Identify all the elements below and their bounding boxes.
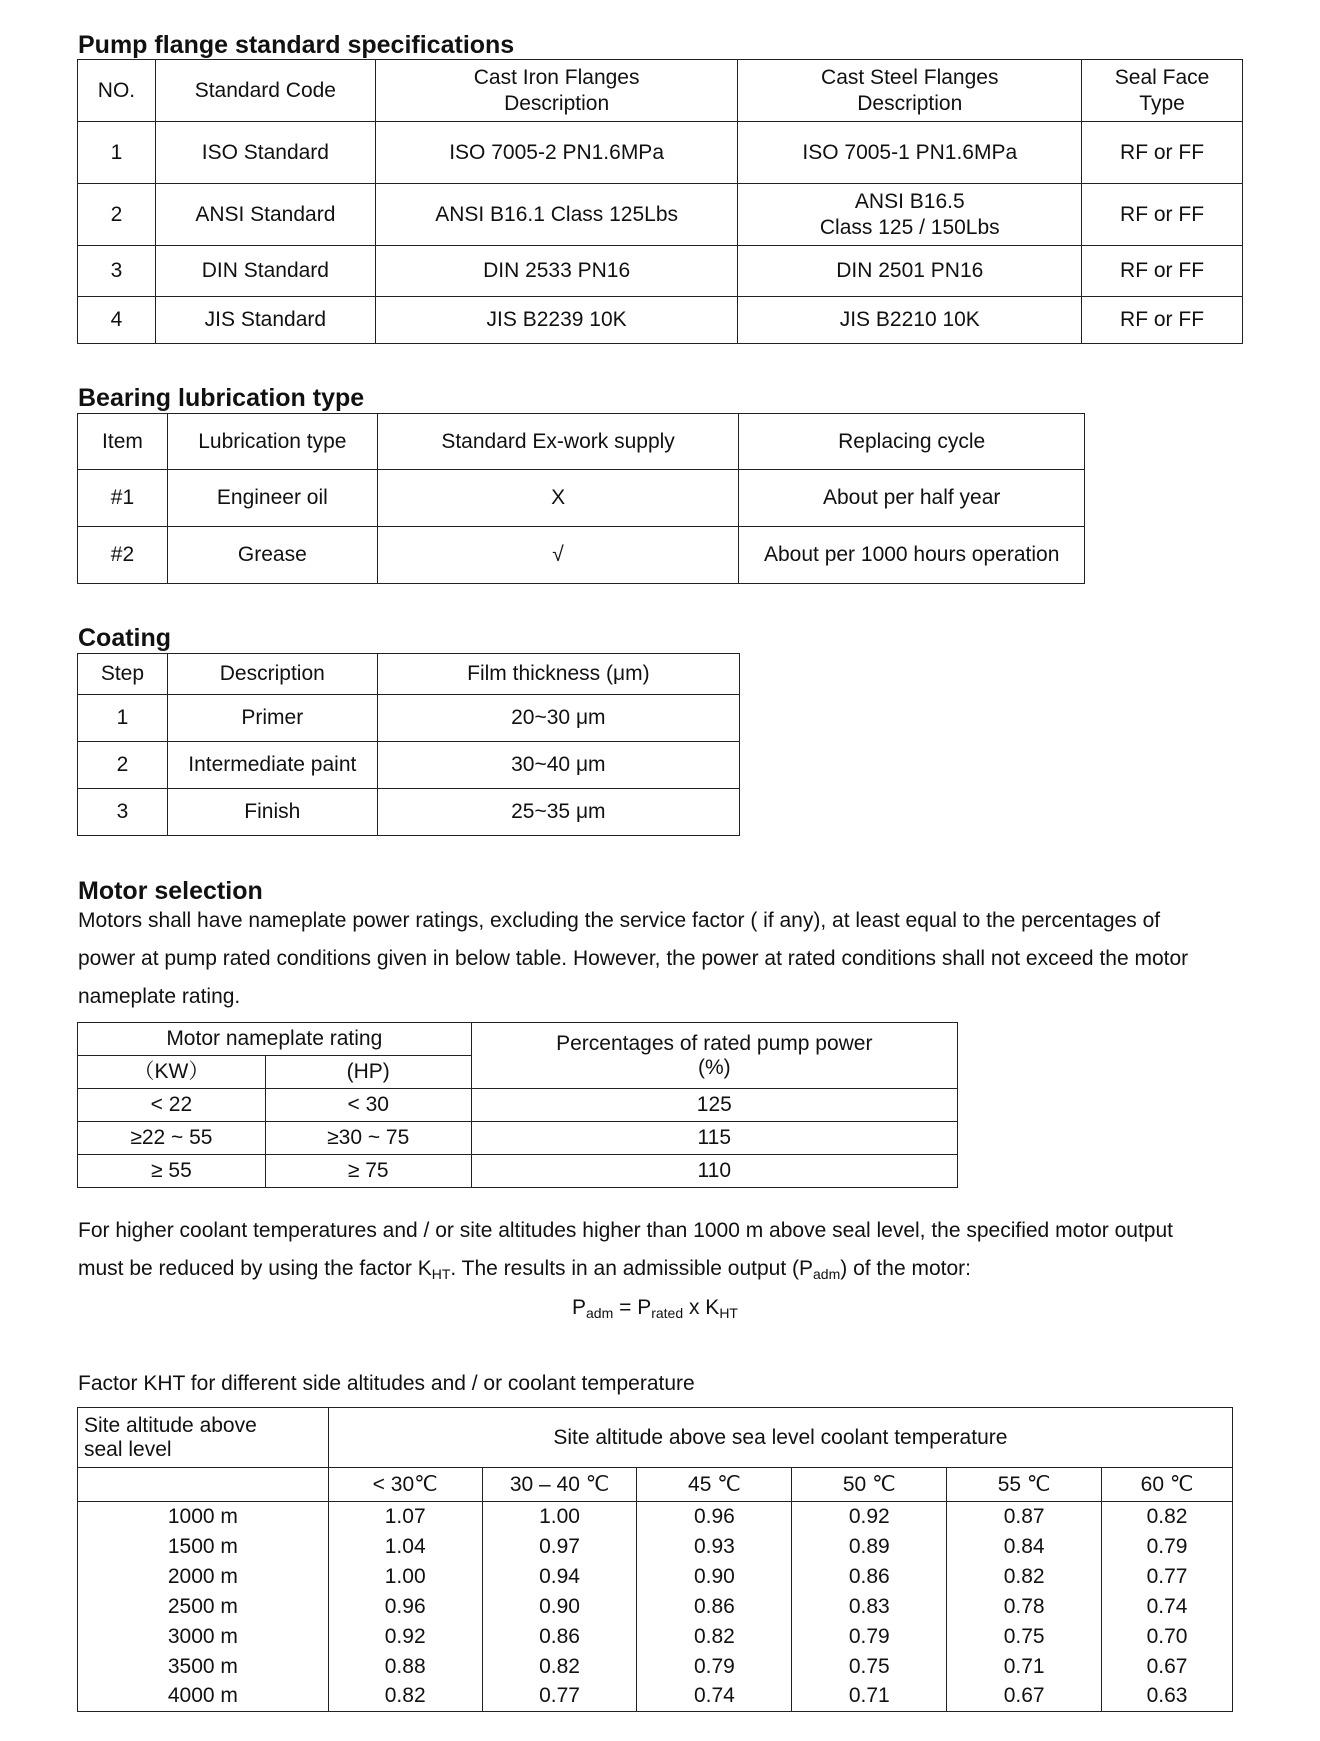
header-supply: Standard Ex-work supply bbox=[377, 414, 739, 470]
cell-factor: 0.83 bbox=[792, 1592, 947, 1622]
cell-factor: 1.07 bbox=[328, 1502, 482, 1532]
header-site-altitude: Site altitude above seal level bbox=[78, 1408, 329, 1468]
cell-factor: 0.78 bbox=[947, 1592, 1102, 1622]
table-row bbox=[78, 527, 1085, 584]
cell-film: 25~35 μm bbox=[377, 789, 739, 836]
header-cycle: Replacing cycle bbox=[739, 414, 1085, 470]
header-temp: 45 ℃ bbox=[637, 1468, 792, 1502]
cell-factor: 0.82 bbox=[947, 1562, 1102, 1592]
header-hp: (HP) bbox=[265, 1056, 471, 1089]
coating-title: Coating bbox=[78, 624, 172, 652]
cell-factor: 1.00 bbox=[482, 1502, 637, 1532]
header-temp: 55 ℃ bbox=[947, 1468, 1102, 1502]
cell-steel: DIN 2501 PN16 bbox=[738, 246, 1082, 297]
header-no: NO. bbox=[78, 60, 156, 122]
table-row bbox=[78, 470, 1085, 527]
table-row bbox=[78, 1155, 958, 1188]
cell-iron: DIN 2533 PN16 bbox=[375, 246, 738, 297]
cell-factor: 0.82 bbox=[637, 1622, 792, 1652]
cell-type: Engineer oil bbox=[167, 470, 377, 527]
header-cast-iron: Cast Iron Flanges Description bbox=[375, 60, 738, 122]
cell-factor: 0.82 bbox=[482, 1652, 637, 1682]
header-temp: 30 – 40 ℃ bbox=[482, 1468, 637, 1502]
cell-item: #2 bbox=[78, 527, 168, 584]
table-row bbox=[78, 1622, 1233, 1652]
cell-step: 1 bbox=[78, 695, 168, 742]
table-row bbox=[78, 789, 740, 836]
cell-factor: 0.87 bbox=[947, 1502, 1102, 1532]
header-seal-face: Seal Face Type bbox=[1082, 60, 1243, 122]
table-row bbox=[78, 1122, 958, 1155]
cell-code: ISO Standard bbox=[155, 122, 375, 184]
table-row bbox=[78, 122, 1243, 184]
cell-film: 20~30 μm bbox=[377, 695, 739, 742]
table-row bbox=[78, 1652, 1233, 1682]
cell-factor: 0.71 bbox=[947, 1652, 1102, 1682]
header-temp: 60 ℃ bbox=[1102, 1468, 1233, 1502]
table-row bbox=[78, 1562, 1233, 1592]
cell-factor: 0.88 bbox=[328, 1652, 482, 1682]
cell-factor: 0.86 bbox=[792, 1562, 947, 1592]
header-percentages: Percentages of rated pump power (%) bbox=[471, 1023, 957, 1089]
header-item: Item bbox=[78, 414, 168, 470]
bearing-table bbox=[77, 413, 1085, 584]
cell-factor: 0.79 bbox=[1102, 1532, 1233, 1562]
cell-factor: 0.67 bbox=[947, 1682, 1102, 1712]
cell-code: ANSI Standard bbox=[155, 184, 375, 246]
cell-code: DIN Standard bbox=[155, 246, 375, 297]
cell-description: Primer bbox=[167, 695, 377, 742]
cell-iron: ISO 7005-2 PN1.6MPa bbox=[375, 122, 738, 184]
cell-factor: 0.74 bbox=[1102, 1592, 1233, 1622]
cell-factor: 0.90 bbox=[637, 1562, 792, 1592]
factor-title: Factor KHT for different side altitudes and / or coolant temperature bbox=[78, 1372, 695, 1395]
cell-factor: 0.86 bbox=[482, 1622, 637, 1652]
cell-factor: 0.84 bbox=[947, 1532, 1102, 1562]
cell-factor: 0.96 bbox=[637, 1502, 792, 1532]
header-step: Step bbox=[78, 654, 168, 695]
cell-hp: ≥ 75 bbox=[265, 1155, 471, 1188]
cell-type: Grease bbox=[167, 527, 377, 584]
cell-altitude: 2500 m bbox=[78, 1592, 329, 1622]
cell-hp: < 30 bbox=[265, 1089, 471, 1122]
cell-factor: 0.93 bbox=[637, 1532, 792, 1562]
header-lubrication-type: Lubrication type bbox=[167, 414, 377, 470]
cell-pct: 115 bbox=[471, 1122, 957, 1155]
table-row bbox=[78, 1592, 1233, 1622]
kht-formula: $P_{adm} = P_{rated}$ x $K_{HT}$ bbox=[572, 1296, 738, 1321]
header-code: Standard Code bbox=[155, 60, 375, 122]
cell-factor: 0.82 bbox=[1102, 1502, 1233, 1532]
cell-pct: 110 bbox=[471, 1155, 957, 1188]
cell-pct: 125 bbox=[471, 1089, 957, 1122]
cell-factor: 0.77 bbox=[482, 1682, 637, 1712]
cell-description: Intermediate paint bbox=[167, 742, 377, 789]
cell-altitude: 1000 m bbox=[78, 1502, 329, 1532]
cell-altitude: 3000 m bbox=[78, 1622, 329, 1652]
header-cast-steel: Cast Steel Flanges Description bbox=[738, 60, 1082, 122]
cell-no: 1 bbox=[78, 122, 156, 184]
cell-step: 2 bbox=[78, 742, 168, 789]
cell-no: 3 bbox=[78, 246, 156, 297]
cell-seal: RF or FF bbox=[1082, 122, 1243, 184]
cell-factor: 0.67 bbox=[1102, 1652, 1233, 1682]
cell-seal: RF or FF bbox=[1082, 246, 1243, 297]
header-description: Description bbox=[167, 654, 377, 695]
motor-table bbox=[77, 1022, 958, 1188]
cell-code: JIS Standard bbox=[155, 297, 375, 344]
cell-altitude: 1500 m bbox=[78, 1532, 329, 1562]
cell-steel: JIS B2210 10K bbox=[738, 297, 1082, 344]
coating-table bbox=[77, 653, 740, 836]
header-nameplate-rating: Motor nameplate rating bbox=[78, 1023, 472, 1056]
cell-factor: 0.79 bbox=[637, 1652, 792, 1682]
kht-paragraph: For higher coolant temperatures and / or site altitudes higher than 1000 m above seal level, the specified motor output must be reduced by using the factor $K_{HT}$. The results in an admissible output $(P_{adm})$ of the motor: bbox=[78, 1219, 1173, 1282]
cell-factor: 0.82 bbox=[328, 1682, 482, 1712]
cell-kw: ≥22 ~ 55 bbox=[78, 1122, 266, 1155]
cell-supply: √ bbox=[377, 527, 739, 584]
table-header-row bbox=[78, 60, 1243, 122]
cell-altitude: 2000 m bbox=[78, 1562, 329, 1592]
cell-factor: 0.71 bbox=[792, 1682, 947, 1712]
table-header-row bbox=[78, 414, 1085, 470]
cell-no: 2 bbox=[78, 184, 156, 246]
cell-steel: ISO 7005-1 PN1.6MPa bbox=[738, 122, 1082, 184]
cell-factor: 0.63 bbox=[1102, 1682, 1233, 1712]
header-coolant-temperature: Site altitude above sea level coolant temperature bbox=[328, 1408, 1232, 1468]
table-row bbox=[78, 1532, 1233, 1562]
table-header-row bbox=[78, 1468, 1233, 1502]
table-row bbox=[78, 246, 1243, 297]
cell-factor: 0.77 bbox=[1102, 1562, 1233, 1592]
cell-hp: ≥30 ~ 75 bbox=[265, 1122, 471, 1155]
header-blank bbox=[78, 1468, 329, 1502]
cell-item: #1 bbox=[78, 470, 168, 527]
cell-factor: 0.90 bbox=[482, 1592, 637, 1622]
cell-factor: 0.89 bbox=[792, 1532, 947, 1562]
cell-supply: X bbox=[377, 470, 739, 527]
table-header-row bbox=[78, 654, 740, 695]
header-temp: < 30℃ bbox=[328, 1468, 482, 1502]
cell-cycle: About per half year bbox=[739, 470, 1085, 527]
cell-no: 4 bbox=[78, 297, 156, 344]
cell-factor: 0.97 bbox=[482, 1532, 637, 1562]
table-row bbox=[78, 695, 740, 742]
cell-iron: ANSI B16.1 Class 125Lbs bbox=[375, 184, 738, 246]
cell-altitude: 3500 m bbox=[78, 1652, 329, 1682]
motor-paragraph: Motors shall have nameplate power ratings, excluding the service factor ( if any), at least equal to the percentages of power at pump rated conditions given in below table. However, the power at rated conditions shall not exceed the motor nameplate rating. bbox=[78, 909, 1189, 1008]
cell-cycle: About per 1000 hours operation bbox=[739, 527, 1085, 584]
cell-factor: 0.75 bbox=[947, 1622, 1102, 1652]
table-header-row bbox=[78, 1023, 958, 1056]
cell-seal: RF or FF bbox=[1082, 184, 1243, 246]
table-row bbox=[78, 297, 1243, 344]
kht-table bbox=[77, 1407, 1233, 1712]
cell-steel: ANSI B16.5 Class 125 / 150Lbs bbox=[738, 184, 1082, 246]
cell-factor: 0.94 bbox=[482, 1562, 637, 1592]
cell-seal: RF or FF bbox=[1082, 297, 1243, 344]
table-row bbox=[78, 1089, 958, 1122]
cell-factor: 0.92 bbox=[792, 1502, 947, 1532]
cell-kw: < 22 bbox=[78, 1089, 266, 1122]
header-temp: 50 ℃ bbox=[792, 1468, 947, 1502]
cell-factor: 0.74 bbox=[637, 1682, 792, 1712]
cell-film: 30~40 μm bbox=[377, 742, 739, 789]
cell-factor: 0.79 bbox=[792, 1622, 947, 1652]
cell-step: 3 bbox=[78, 789, 168, 836]
cell-factor: 0.92 bbox=[328, 1622, 482, 1652]
cell-factor: 1.04 bbox=[328, 1532, 482, 1562]
cell-factor: 0.70 bbox=[1102, 1622, 1233, 1652]
table-row bbox=[78, 742, 740, 789]
cell-iron: JIS B2239 10K bbox=[375, 297, 738, 344]
cell-factor: 0.96 bbox=[328, 1592, 482, 1622]
table-row bbox=[78, 184, 1243, 246]
header-kw: （KW） bbox=[78, 1056, 266, 1089]
cell-description: Finish bbox=[167, 789, 377, 836]
bearing-title: Bearing lubrication type bbox=[78, 384, 365, 412]
cell-factor: 0.86 bbox=[637, 1592, 792, 1622]
cell-altitude: 4000 m bbox=[78, 1682, 329, 1712]
flange-title: Pump flange standard specifications bbox=[78, 31, 515, 59]
table-row bbox=[78, 1682, 1233, 1712]
cell-factor: 1.00 bbox=[328, 1562, 482, 1592]
cell-kw: ≥ 55 bbox=[78, 1155, 266, 1188]
header-film-thickness: Film thickness (μm) bbox=[377, 654, 739, 695]
table-header-row bbox=[78, 1408, 1233, 1468]
motor-title: Motor selection bbox=[78, 877, 263, 905]
cell-factor: 0.75 bbox=[792, 1652, 947, 1682]
table-row bbox=[78, 1502, 1233, 1532]
flange-table bbox=[77, 59, 1243, 344]
